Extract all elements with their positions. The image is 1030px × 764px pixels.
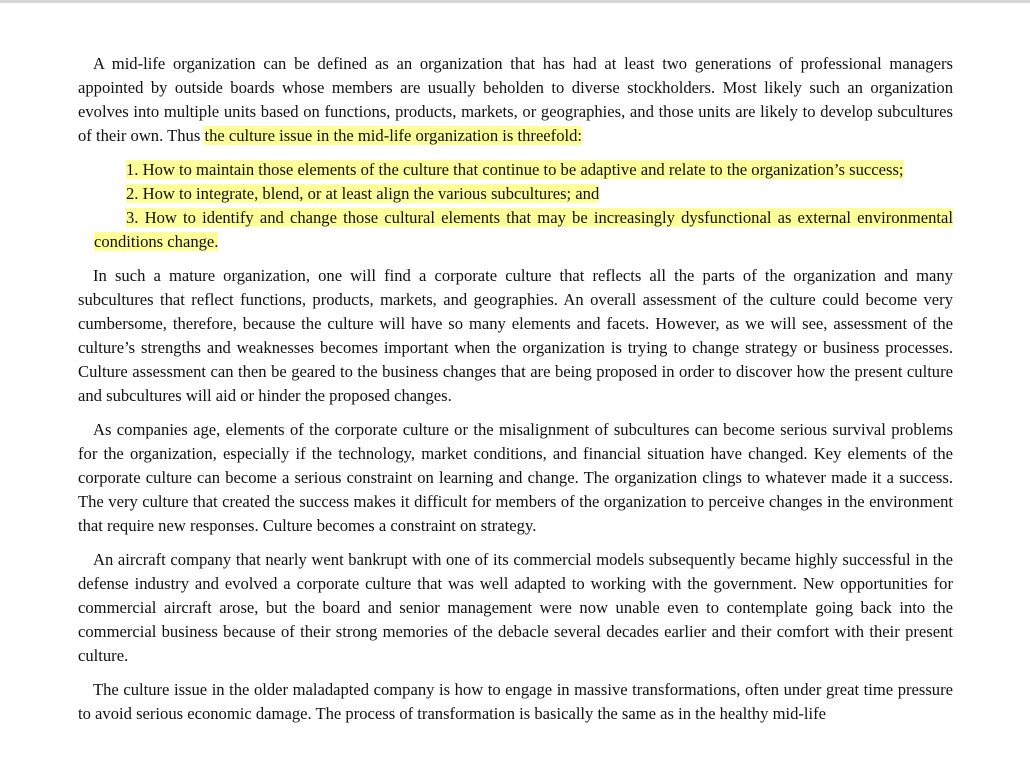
intro-paragraph — [78, 52, 953, 148]
list-item — [94, 206, 953, 254]
highlighted-text: 1. How to maintain those elements of the culture that continue to be adaptive and relate to the organization’s success; — [126, 160, 904, 179]
document-page — [78, 52, 953, 736]
highlighted-text: 2. How to integrate, blend, or at least align the various subcultures; and — [126, 184, 600, 203]
list-item — [94, 158, 953, 182]
list-item — [94, 182, 953, 206]
highlighted-text: the culture issue in the mid-life organization is threefold: — [204, 126, 583, 145]
body-paragraph: In such a mature organization, one will find a corporate culture that reflects all the parts of the organization and many subcultures that reflect functions, products, markets, and geographies. An overall assessment of the culture could become very cumbersome, therefore, because the culture will have so many elements and facets. However, as we will see, assessment of the culture’s strengths and weaknesses becomes important when the organization is trying to change strategy or business processes. Culture assessment can then be geared to the business changes that are being proposed in order to discover how the present culture and subcultures will aid or hinder the proposed changes. — [78, 266, 953, 405]
body-paragraph: As companies age, elements of the corporate culture or the misalignment of subcultures can become serious survival problems for the organization, especially if the technology, market conditions, and financial situation have changed. Key elements of the corporate culture can become a serious constraint on learning and change. The organization clings to whatever made it a success. The very culture that created the success makes it difficult for members of the organization to perceive changes in the environment that require new responses. Culture becomes a constraint on strategy. — [78, 420, 953, 535]
threefold-list — [94, 158, 953, 254]
highlighted-text: 3. How to identify and change those cultural elements that may be increasingly dysfunctional as external environmental conditions change. — [94, 208, 953, 251]
intro-text: A mid-life organization can be defined as an organization that has had at least two generations of professional managers appointed by outside boards whose members are usually beholden to diverse stockholders. Most likely such an organization evolves into multiple units based on functions, products, markets, or geographies, and those units are likely to develop subcultures of their own. Thus — [78, 54, 953, 145]
body-paragraph: The culture issue in the older maladapted company is how to engage in massive transformations, often under great time pressure to avoid serious economic damage. The process of transformation is basically the same as in the healthy mid-life — [78, 680, 953, 723]
body-paragraph: An aircraft company that nearly went bankrupt with one of its commercial models subsequently became highly successful in the defense industry and evolved a corporate culture that was well adapted to working with the government. New opportunities for commercial aircraft arose, but the board and senior management were now unable even to contemplate going back into the commercial business because of their strong memories of the debacle several decades earlier and their comfort with their present culture. — [78, 550, 953, 665]
top-border — [0, 0, 1030, 3]
